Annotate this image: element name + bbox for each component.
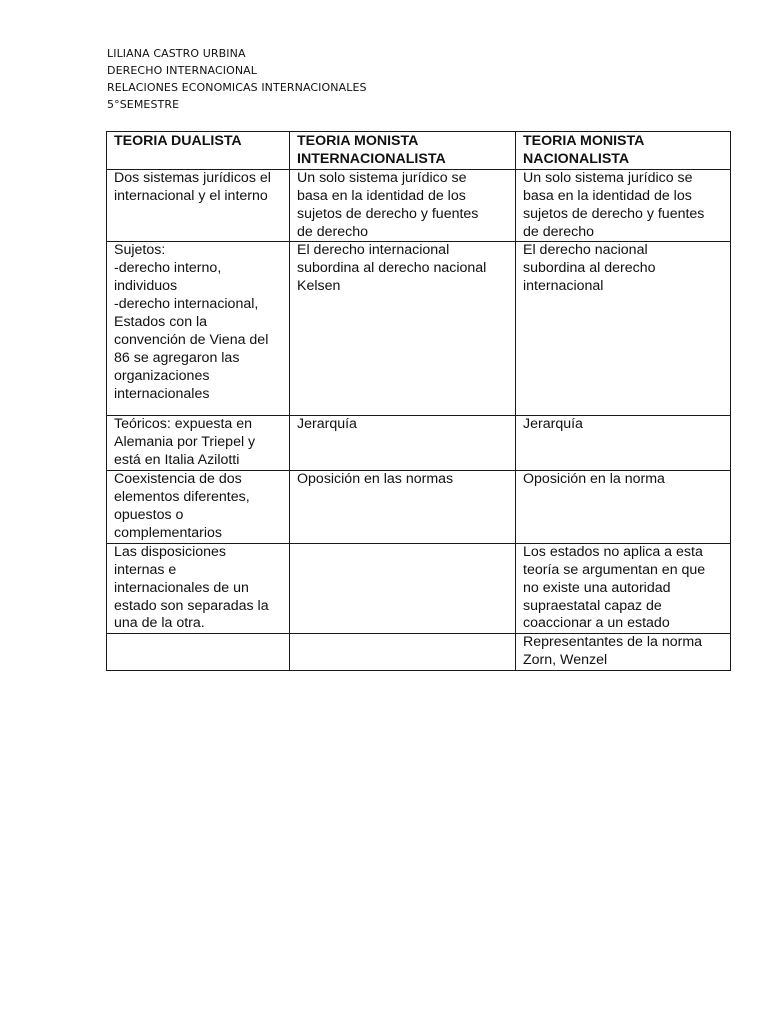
table-cell [107,169,290,242]
cell-text-line: de derecho [297,223,368,240]
cell-text-line: TEORIA MONISTA [523,133,645,149]
author-name: LILIANA CASTRO URBINA [107,47,246,60]
cell-text-line: internas e [114,561,177,578]
cell-text-line: internacional y el interno [114,187,268,204]
cell-text-line: Sujetos: [114,242,166,259]
table-row [107,169,731,242]
table-cell [290,416,516,471]
cell-text-line: no existe una autoridad [523,579,671,596]
cell-text-line: basa en la identidad de los [523,187,692,204]
cell-text-line: Alemania por Triepel y [114,434,256,451]
cell-text-line: subordina al derecho [523,260,656,277]
cell-text-line: elementos diferentes, [114,489,250,506]
semester-label: 5°SEMESTRE [107,98,180,111]
table-header-row [107,132,731,170]
table-cell [107,634,290,671]
table-cell [516,242,731,416]
cell-text-line: Un solo sistema jurídico se [523,169,693,186]
table-cell [290,471,516,544]
theories-comparison-table [106,131,731,671]
cell-text-line: organizaciones [114,367,210,384]
cell-text-line: Kelsen [297,278,341,295]
header-monist-internationalist-theory [290,132,516,170]
table-cell [107,543,290,634]
table-row [107,416,731,471]
table-row [107,471,731,544]
table-row [107,543,731,634]
table-cell [516,169,731,242]
cell-text-line: estado son separadas la [114,597,269,614]
cell-text-line: sujetos de derecho y fuentes [297,205,479,222]
cell-text-line: Dos sistemas jurídicos el [114,169,271,186]
cell-text-line: sujetos de derecho y fuentes [523,205,705,222]
header-monist-nationalist-theory [516,132,731,170]
header-dualist-theory [107,132,290,170]
cell-text-line: Un solo sistema jurídico se [297,169,467,186]
cell-text-line: Coexistencia de dos [114,471,242,488]
table-cell [290,543,516,634]
table-row [107,634,731,671]
cell-text-line: Estados con la [114,314,208,331]
cell-text-line: NACIONALISTA [523,150,630,167]
cell-text-line: convención de Viena del [114,331,269,348]
table-row [107,242,731,416]
cell-text-line: Los estados no aplica a esta [523,543,703,560]
cell-text-line: una de la otra. [114,615,205,632]
cell-text-line: teoría se argumentan en que [523,561,706,578]
table-cell [107,471,290,544]
table-cell [516,543,731,634]
cell-text-line: internacionales de un [114,579,249,596]
table-cell [290,634,516,671]
cell-text-line: -derecho interno, [114,260,222,277]
course-name: DERECHO INTERNACIONAL [107,64,258,77]
cell-text-line: individuos [114,278,178,295]
cell-text-line: Las disposiciones [114,543,226,560]
cell-text-line: Jerarquía [523,416,583,433]
document-header [107,45,367,113]
cell-text-line: internacional [523,278,604,295]
cell-text-line: de derecho [523,223,594,240]
subject-name: RELACIONES ECONOMICAS INTERNACIONALES [107,81,367,94]
cell-text-line: TEORIA DUALISTA [114,133,242,149]
table-cell [516,471,731,544]
cell-text-line: Zorn, Wenzel [523,652,608,669]
table-cell [290,242,516,416]
cell-text-line: INTERNACIONALISTA [297,150,446,167]
cell-text-line: está en Italia Azilotti [114,452,240,469]
cell-text-line: Teóricos: expuesta en [114,416,253,433]
cell-text-line: Oposición en la norma [523,471,665,488]
cell-text-line: Oposición en las normas [297,471,454,488]
cell-text-line: Representantes de la norma [523,634,703,651]
cell-text-line: coaccionar a un estado [523,615,670,632]
table-cell [107,416,290,471]
cell-text-line: subordina al derecho nacional [297,260,487,277]
cell-text-line: supraestatal capaz de [523,597,662,614]
cell-text-line: complementarios [114,524,223,541]
cell-text-line: opuestos o [114,506,184,523]
cell-text-line: 86 se agregaron las [114,349,240,366]
table-cell [516,634,731,671]
table-cell [290,169,516,242]
cell-text-line: internacionales [114,385,210,402]
table-cell [107,242,290,416]
table-cell [516,416,731,471]
cell-text-line: Jerarquía [297,416,357,433]
cell-text-line: basa en la identidad de los [297,187,466,204]
cell-text-line: El derecho nacional [523,242,648,259]
cell-text-line: TEORIA MONISTA [297,133,419,149]
cell-text-line: El derecho internacional [297,242,450,259]
cell-text-line: -derecho internacional, [114,296,259,313]
